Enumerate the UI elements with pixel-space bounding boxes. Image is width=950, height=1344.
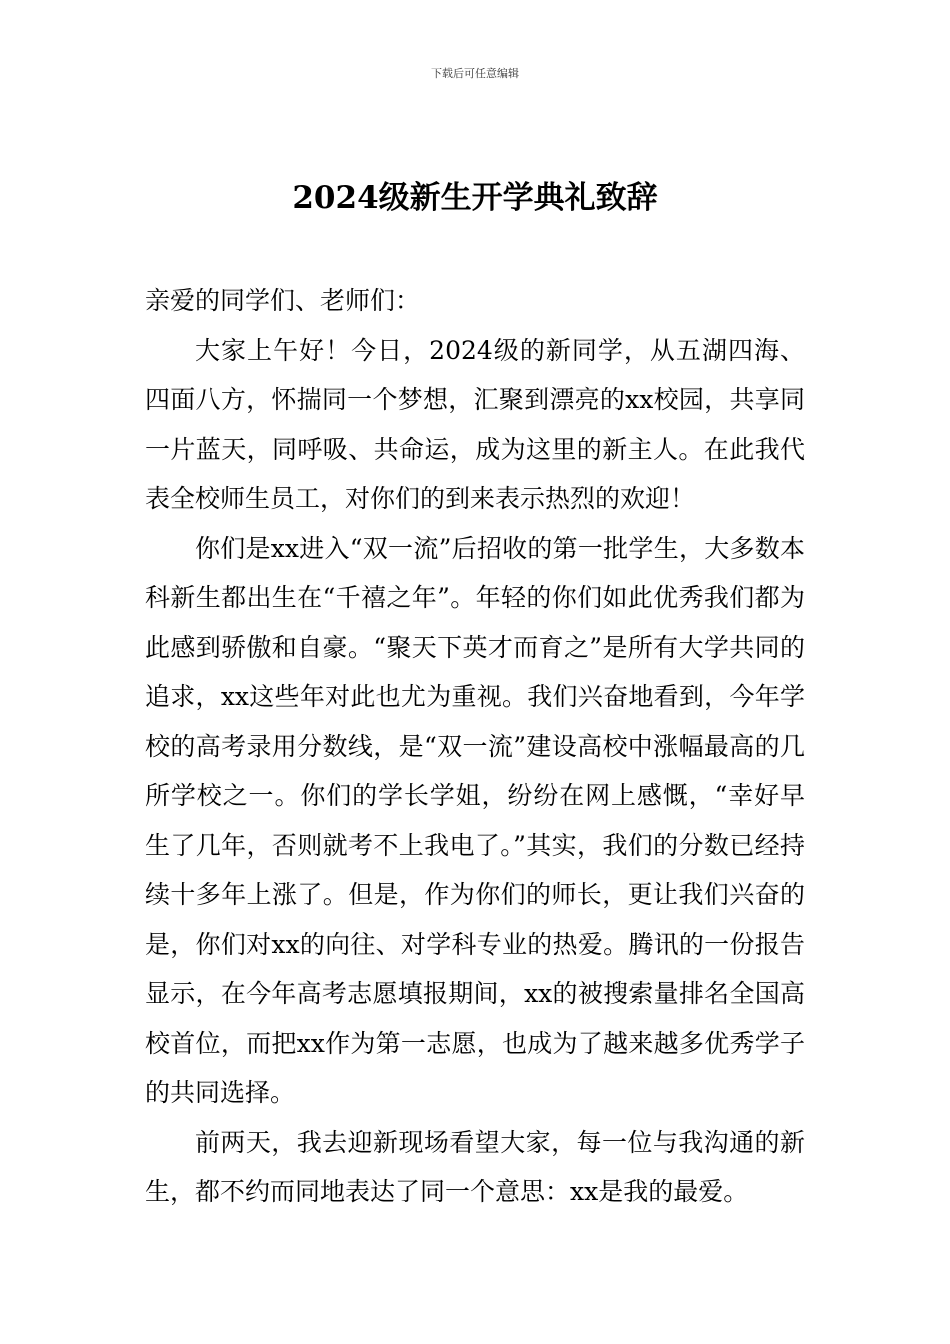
- header-note: 下载后可任意编辑: [431, 67, 519, 80]
- salutation: 亲爱的同学们、老师们：: [145, 286, 421, 315]
- paragraph-1: 大家上午好！今日，2024级的新同学，从五湖四海、四面八方，怀揣同一个梦想，汇聚到漂亮的xx校园，共享同一片蓝天，同呼吸、共命运，成为这里的新主人。在此我代表全校师生员工，对你们的到来表示热烈的欢迎！: [145, 335, 805, 513]
- document-body: [145, 276, 805, 1217]
- document-title: 2024级新生开学典礼致辞: [292, 180, 658, 216]
- paragraph-3: 前两天，我去迎新现场看望大家，每一位与我沟通的新生，都不约而同地表达了同一个意思：xx是我的最爱。: [145, 1127, 805, 1206]
- paragraph-2: 你们是xx进入“双一流”后招收的第一批学生，大多数本科新生都出生在“千禧之年”。年轻的你们如此优秀我们都为此感到骄傲和自豪。“聚天下英才而育之”是所有大学共同的追求，xx这些年对此也尤为重视。我们兴奋地看到，今年学校的高考录用分数线，是“双一流”建设高校中涨幅最高的几所学校之一。你们的学长学姐，纷纷在网上感慨，“幸好早生了几年，否则就考不上我电了。”其实，我们的分数已经持续十多年上涨了。但是，作为你们的师长，更让我们兴奋的是，你们对xx的向往、对学科专业的热爱。腾讯的一份报告显示，在今年高考志愿填报期间，xx的被搜索量排名全国高校首位，而把xx作为第一志愿，也成为了越来越多优秀学子的共同选择。: [145, 533, 805, 1107]
